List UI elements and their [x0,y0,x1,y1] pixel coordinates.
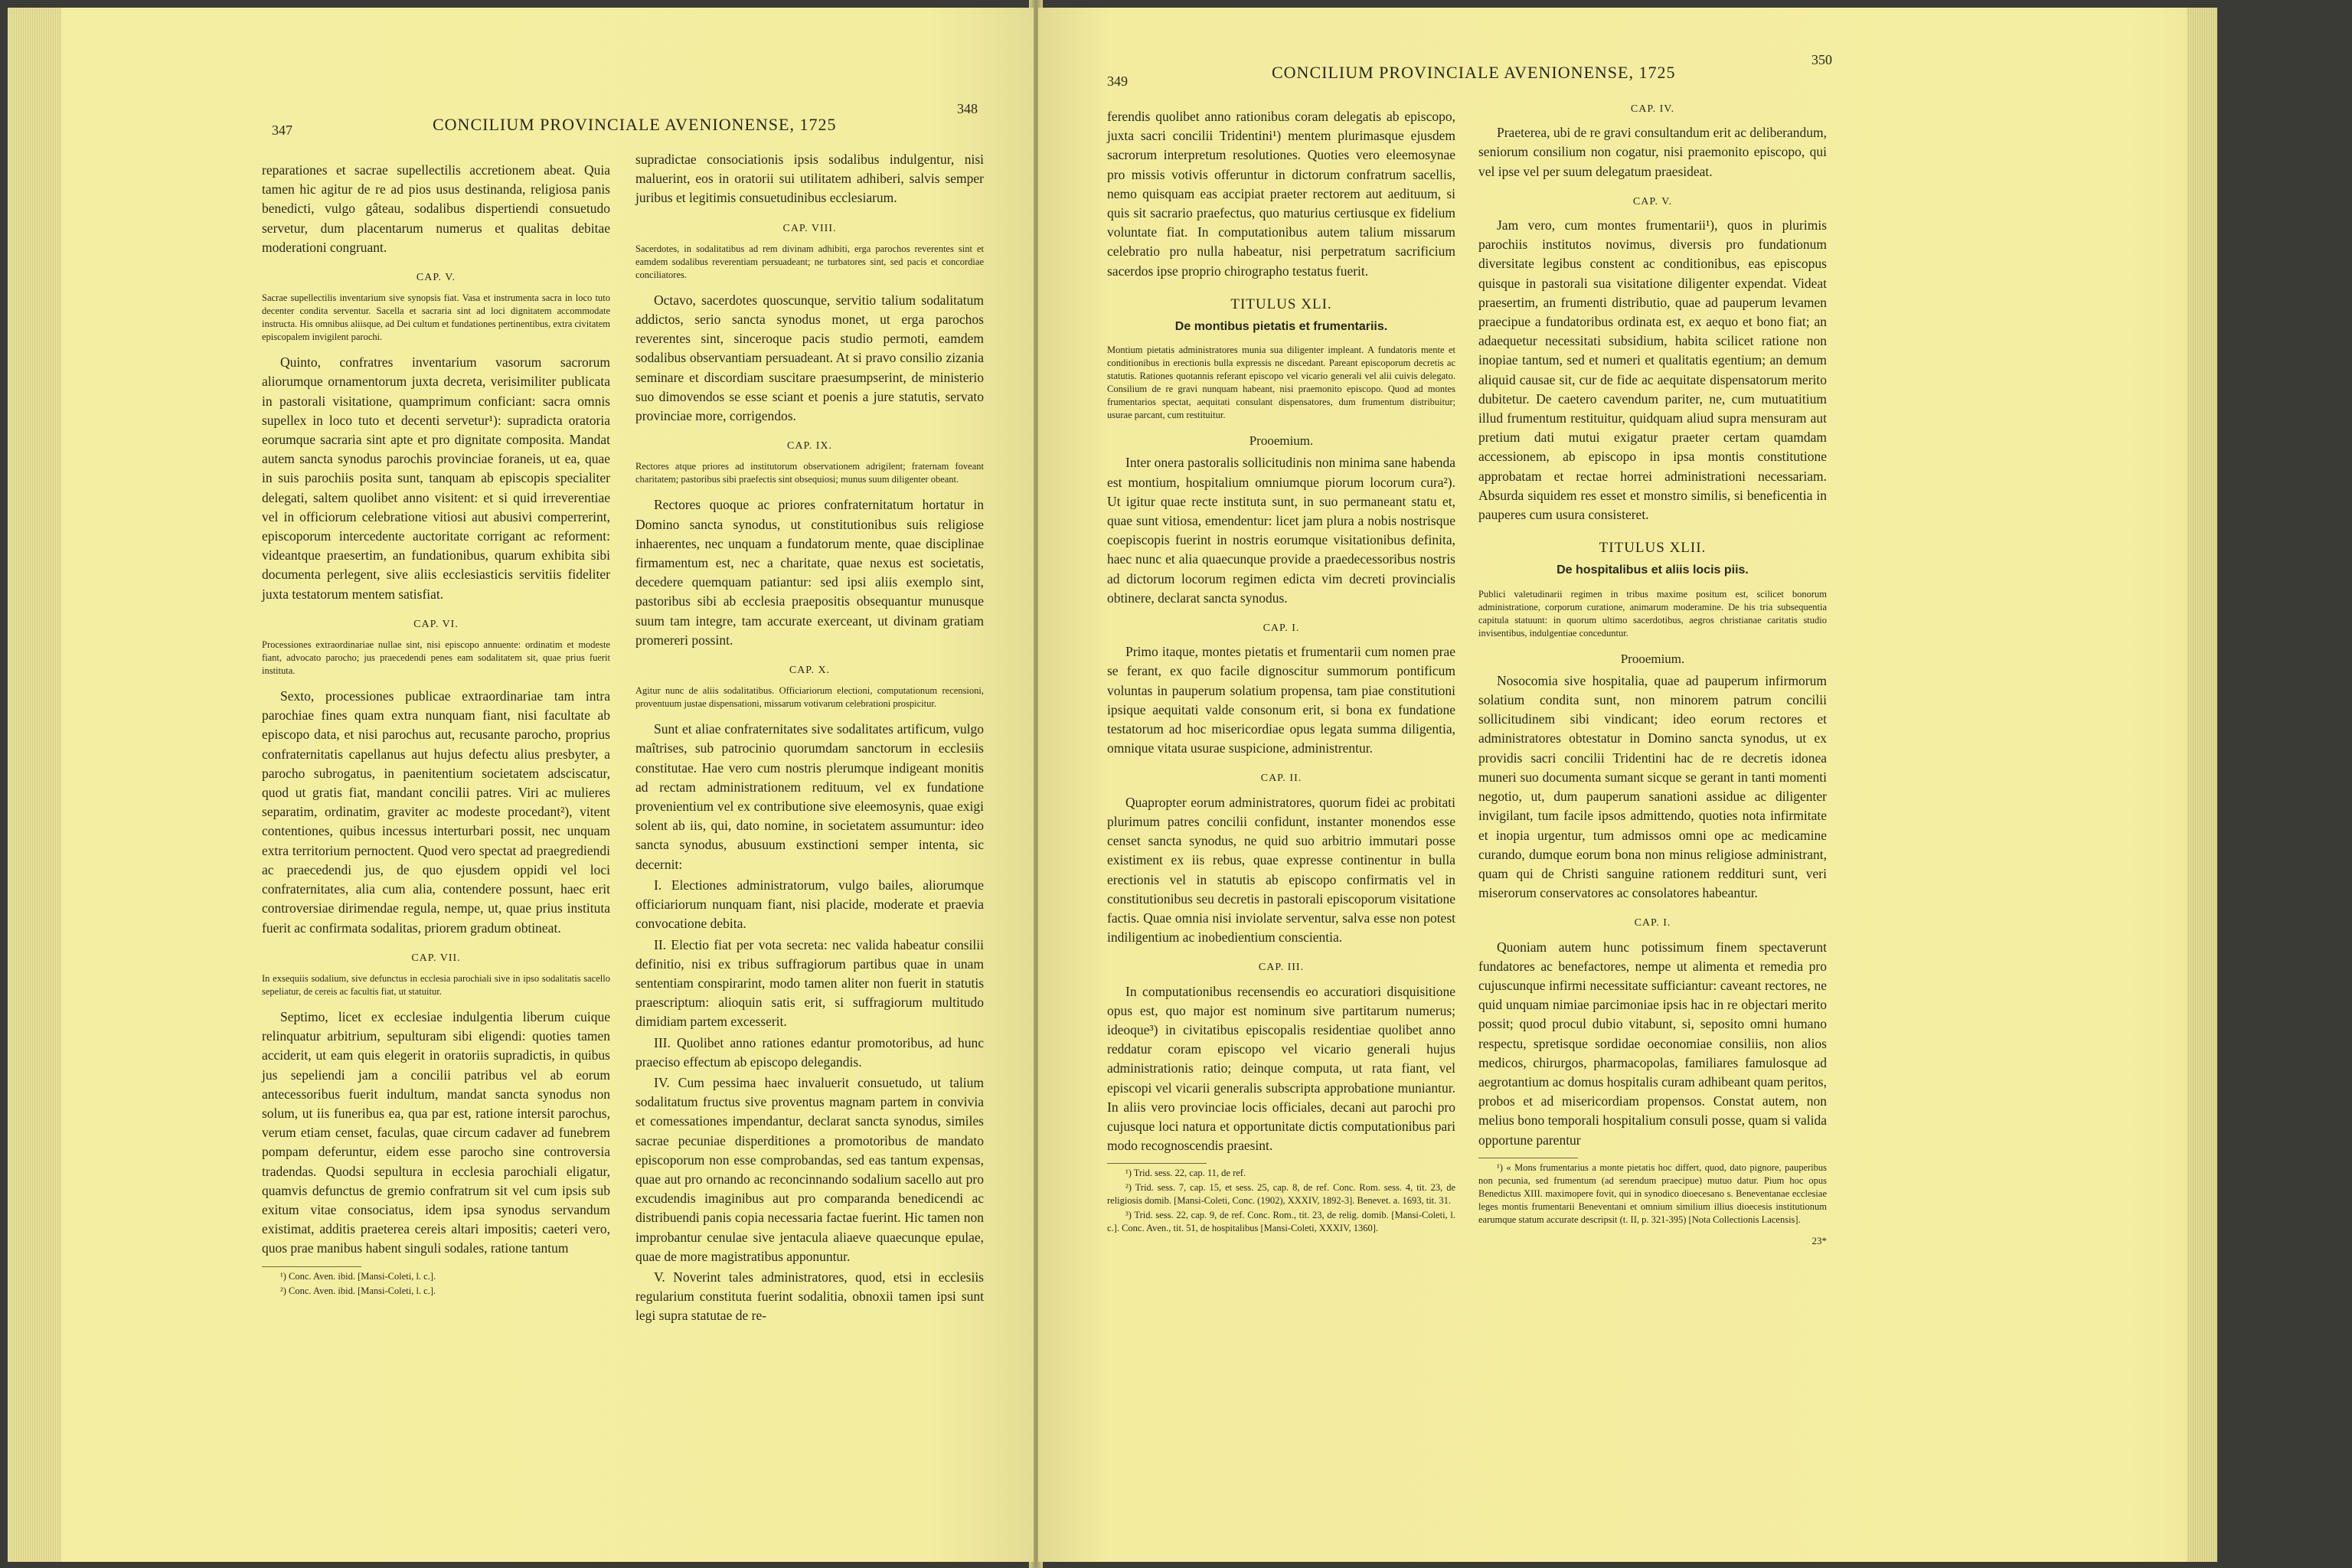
chapter-heading: CAP. VIII. [782,222,837,234]
footnote-rule [1107,1163,1207,1164]
paragraph: Praeterea, ubi de re gravi consultandum erit ac deliberandum, seniorum consilium non cogatur, nisi praemonito episcopo, qui vel ipse vel per suum delegatum praesideat. [1478,125,1827,179]
page-number-alt: 348 [957,101,978,116]
chapter-heading: CAP. I. [1634,917,1671,929]
paragraph: Inter onera pastoralis sollicitudinis non minima sane habenda est montium, hospitalium omniumque piorum locorum cura²). Ut igitur quae recte instituta sunt, in suo permaneant statu et, quae sunt vitiosa, emendentur: licet jam plura a nobis nostrisque coepiscopis fuerint in nostris eorumque visitationibus definita, haec nunc et alia quaecunque provide a praedecessoribus nostris ad dictorum locorum regimen edicta vim decreti provincialis obtinere, declarat sancta synodus. [1107,455,1455,606]
footnote: ¹) « Mons frumentarius a monte pietatis hoc differt, quod, dato pignore, pauperibus non pecunia, sed frumentum (ad serendum praecipue) mutuo datur. Pium hoc opus Benedictus XIII. maximopere fovit, qui in synodico dioecesano s. Beneventanae ecclesiae leges montis frumentarii Beneventani et omnium similium illius dioecesis institutionum earumque statum accurate descripsit (t. II, p. 321-395) [Nota Collectionis Lacensis]. [1478,1161,1827,1225]
chapter-heading: CAP. I. [1263,622,1300,635]
footnote-rule [262,1266,361,1267]
titulus-heading: TITULUS XLII. [1599,540,1707,557]
page-edges [2187,8,2217,1562]
chapter-summary: Processiones extraordinariae nullae sint, nisi episcopo annuente: ordinatim et modeste fiant, advocato parocho; jus praecedendi penes eam sodalitatem sit, quae prius fuerit instituta. [262,639,610,677]
footnote: ¹) Trid. sess. 22, cap. 11, de ref. [1125,1168,1246,1179]
paragraph: Nosocomia sive hospitalia, quae ad pauperum infirmorum solatium condita sunt, non minorem patrum concilii sollicitudinem sibi vindicant; ideo eorum rectores et administratores obtestatur in Domino sancta synodus, ut ex providis sacri concilii Tridentini hac de re decretis idonea muneri suo documenta sumant sicque se gerant in tanti momenti negotio, ut, dum pauperum sanationi assidue ac diligenter invigilant, tum facile ipsos admittendo, quoties nota infirmitate et inopia urgentur, tum admissos omni ope ac medicamine curando, dumque eorum bona non minus religiose administrant, quam qui de Christi sanguine rationem reddituri sunt, veri miserorum conservatores ac consolatores habeantur. [1478,672,1827,901]
paragraph: Rectores quoque ac priores confraternitatum hortatur in Domino sancta synodus, ut constitutionibus suis religiose inhaerentes, nec unquam a fundatorum mente, quae disciplinae firmamentum est, nec a charitate, quae nexus est societatis, decedere quemquam patiantur: sed ipsi aliis exemplo sint, pastoribus sibi ab ecclesia praepositis obsequantur munusque suum tam integre, tam accurate exerceant, ut divinam gratiam promereri possint. [635,497,984,648]
paragraph: I. Electiones administratorum, vulgo bailes, aliorumque officiariorum nunquam fiant, nisi placide, moderate et praevia convocatione debita. [635,877,984,932]
paragraph: Sexto, processiones publicae extraordinariae tam intra parochiae fines quam extra nunquam fiant, nisi facultate ab episcopo data, et nisi parochus aut, recusante parocho, proprius confraternitatis capellanus aut hujus defectu alius presbyter, a parocho subrogatus, in paenitentium societatem adsciscatur, quod ut gratis fiat, mandant concilii patres. Viri ac mulieres separatim, ordinatim, graviter ac modeste procedant²), vitent contentiones, quibus incessus interturbari possit, nec unquam extra territorium pernoctent. Quod vero spectat ad praegrediendi ac praecedendi jus, de quo ejusdem oppidi vel loci confraternitates, alia cum alia, contendere possunt, haec erit controversiae dirimendae regula, nempe, ut, quae prius instituta fuerit ac confirmata sodalitas, priorem gradum obtineat. [262,688,610,936]
chapter-heading: CAP. IV. [1630,103,1675,115]
paragraph: reparationes et sacrae supellectilis accretionem abeat. Quia tamen hic agitur de re ad pios usus destinanda, religiosa panis benedicti, vulgo gâteau, sodalibus dispertiendi consuetudo servetur, dum placentarum numerus et qualitas debitae moderationi congruant. [262,162,610,255]
chapter-summary: Rectores atque priores ad institutorum observationem adrigilent; fraternam foveant charitatem; pastoribus sibi praefectis sint obsequiosi; munus suum diligenter obeant. [635,461,984,485]
paragraph: Quinto, confratres inventarium vasorum sacrorum aliorumque ornamentorum juxta decreta, verisimiliter publicata in pastorali visitatione, quamprimum conficiant: sacra omnis supellex in loco tuto et decenti servetur¹): supradicta oratoria eorumque sacraria sint apte et pro dignitate composita. Mandat autem sancta synodus parochis provinciae foraneis, ut ea, quae in suis parochiis posita sunt, tanquam ab episcopis specialiter delegati, saltem quolibet anno visitent: et si quid irreverentiae vel in officiorum celebratione vitiosi aut abusivi comperrerint, episcoporum intercedente auctoritate corrigant ac reforment: videantque praesertim, an fundationibus, quarum exhibita sibi documenta perlegent, sive aliis ecclesiasticis servitiis fideliter juxta testatorum mentem satisfiat. [262,354,610,602]
paragraph: Octavo, sacerdotes quoscunque, servitio talium sodalitatum addictos, serio sancta synodus monet, ut erga parochos reverentes sint, sinceroque pacis studio permoti, eamdem sodalibus observantiam persuadeant. At si pravo consilio zizania seminare et discordiam suscitare praesumpserint, de ministerio suo dimovendos se esse sciant et poenis a jure statutis, servato provinciae more, corrigendos. [635,292,984,424]
chapter-heading: CAP. V. [416,272,456,284]
titulus-subtitle: De montibus pietatis et frumentariis. [1174,320,1388,334]
chapter-summary: Sacrae supellectilis inventarium sive synopsis fiat. Vasa et instrumenta sacra in loco tuto decenter condita serventur. Sacella et sacraria sint ad loci dignitatem accommodate instructa. His omnibus aliisque, ad Dei cultum et fundationes pertinentibus, extra civitatem episcopalem invigilent parochi. [262,292,610,343]
prooemium-heading: Prooemium. [1620,651,1685,666]
paragraph: Jam vero, cum montes frumentarii¹), quos in plurimis parochiis institutos novimus, diversis pro fundationum diversitate legibus constent ac conditionibus, eas episcopus quisque in pastorali sua visitatione diligenter expendat. Videat praesertim, an frumenti distributio, quae ad pauperum levamen praecipue a fundatoribus ordinata est, ex aequo et bono fiat; an adaequetur necessitati subsidium, habita scilicet ratione non inopiae tantum, sed et numeri et qualitatis egentium; an demum aliquid causae sit, cur de fide ac aequitate dispensatorum merito dubitetur. De caetero cavendum pariter, ne, cum mutuatitium illud frumentum restituitur, quidquam aliud supra mensuram aut pretium dati mutui exigatur praeter certam quamdam accessionem, ab episcopo in ipsa montis constitutione approbatam et rectae horrei administrationi necessariam. Absurda siquidem res esset et monstro similis, si beneficentia in pauperes cum usura consisteret. [1478,217,1827,523]
footnote: ³) Trid. sess. 22, cap. 9, de ref. Conc. Rom., tit. 23, de relig. domib. [Mansi-Coleti, l. c.]. Conc. Aven., tit. 51, de hospitalibus [Mansi-Coleti, XXXIV, 1360]. [1107,1210,1455,1234]
chapter-summary: Sacerdotes, in sodalitatibus ad rem divinam adhibiti, erga parochos reverentes sint et eamdem sodalibus reverentiam persuadeant; ne turbatores sint, sed pacis et concordiae conciliatores. [635,243,984,280]
prooemium-heading: Prooemium. [1249,433,1314,449]
left-column-1 [262,161,610,1299]
paragraph: V. Noverint tales administratores, quod, etsi in ecclesiis regularium constituta fuerint sodalitia, obnoxii tamen ipsi sunt legi supra statutae de re- [635,1269,984,1324]
paragraph: III. Quolibet anno rationes edantur promotoribus, ad hunc praeciso effectum ab episcopo delegandis. [635,1034,984,1070]
paragraph: Sunt et aliae confraternitates sive sodalitates artificum, vulgo maîtrises, sub patrocinio quorumdam sanctorum in ecclesiis constitutae. Hae vero cum nostris plerumque indigeant monitis ad rectam administrationem redituum, vel ex fundatione provenientium vel ex contributione sive eleemosynis, quae exigi solent ab iis, qui, dato nomine, in societatem assumuntur: ideo sancta synodus, abusuum exstinctioni semper intenta, sic decernit: [635,721,984,872]
titulus-summary: Publici valetudinarii regimen in tribus maxime positum est, scilicet bonorum administratione, corporum curatione, animarum moderamine. De his tria subsequentia capitula statuunt: in quorum ultimo sacerdotibus, aegros christianae caritatis studio invisentibus, indulgentiae conceduntur. [1478,588,1827,639]
footnote: ²) Conc. Aven. ibid. [Mansi-Coleti, l. c.]. [280,1285,436,1296]
chapter-summary: Agitur nunc de aliis sodalitatibus. Officiariorum electioni, computationum recensioni, proventuum justae dispensationi, missarum votivarum celebrationi prospicitur. [635,685,984,710]
paragraph: IV. Cum pessima haec invaluerit consuetudo, ut talium sodalitatum fructus sive proventus magnam partem in convivia et comessationes impendantur, declarat sancta synodus, similes sacrae pecuniae disperditiones a promotoribus de mandato episcoporum non esse comprobandas, sed eas tantum expensas, quae aut pro ornando ac reconcinnando sodalium sacello aut pro excudendis imaginibus aut pro comparanda benedicendi ac distribuendi panis copia necessaria factae fuerint. Hic tamen non improbantur cenulae sive jentacula aliaeve quaecunque epulae, quae de more magistratibus apponuntur. [635,1074,984,1264]
running-header: CONCILIUM PROVINCIALE AVENIONENSE, 1725 [1272,63,1676,82]
page-number-alt: 350 [1811,52,1832,67]
left-column-2 [635,150,984,1328]
paragraph: In computationibus recensendis eo accuratiori disquisitione opus est, quo major est nominum sive partitarum numerus; ideoque³) in civitatibus episcopalis residentiae quolibet anno reddatur coram episcopo vel vicario generali hujus administrationis ratio; deinque computa, ut rata fiant, vel episcopi vel vicarii generalis subscripta approbatione muniantur. In aliis vero provinciae locis officiales, decani aut parochi pro cujusque loci natura et opportunitate dictis computationibus pari modo recognoscendis praesint. [1107,983,1455,1154]
chapter-heading: CAP. IX. [787,440,832,452]
chapter-heading: CAP. V. [1632,195,1673,207]
footnote: ²) Trid. sess. 7, cap. 15, et sess. 25, cap. 8, de ref. Conc. Rom. sess. 4, tit. 23, de religiosis domib. [Mansi-Coleti, Conc. (1902), XXXIV, 1892-3]. Benevet. a. 1693, tit. 31. [1107,1182,1455,1207]
left-page [8,8,1034,1562]
chapter-heading: CAP. III. [1258,962,1305,974]
signature-mark: 23* [1811,1234,1827,1246]
titulus-subtitle: De hospitalibus et aliis locis piis. [1557,564,1749,577]
page-number: 349 [1107,74,1128,89]
titulus-heading: TITULUS XLI. [1230,296,1332,312]
right-page [1038,8,2217,1562]
paragraph: Primo itaque, montes pietatis et frumentarii cum nomen prae se ferant, ex quo facile dignoscitur summorum pontificum voluntas in pauperum solatium propensa, tam piae constitutioni ipsique aequitati valde consonum erit, si bona ex fundatione testatorum ad hoc misericordiae opus legata summa diligentia, omnique vitata usurae suspicione, administrentur. [1107,644,1455,756]
page-edges [8,8,61,1562]
paragraph: Quoniam autem hunc potissimum finem spectaverunt fundatores ac benefactores, nempe ut alimenta et remedia pro cujuscunque infirmi necessitate sufficiantur: caveant rectores, ne quid unquam nimiae parcimoniae ipsis hac in re objectari merito possit; quod procul dubio vitabunt, si, seposito omni humano respectu, spretisque sordidae oeconomiae consiliis, non alios medicos, chirurgos, pharmacopolas, familiares famulosque ad aegrotantium ac domus hospitalis curam adhibeant quam peritos, probos et ad misericordiam propensos. Constat autem, non melius bono temporali hospitalium consuli posse, quam si valida opportune parentur [1478,939,1827,1148]
paragraph: Quapropter eorum administratores, quorum fidei ac probitati plurimum patres concilii confidunt, instanter monendos esse censet sancta synodus, ne quid suo arbitrio immutari posse existiment ex iis rebus, quae expresse continentur in bulla erectionis vel in statutis ab episcopo confirmatis vel in constitutionibus seu decretis in pastorali episcoporum visitatione factis. Quae omnia nisi inviolate serventur, salva esse non potest indiligentium ac inobedientium conscientia. [1107,794,1455,946]
paragraph: Septimo, licet ex ecclesiae indulgentia liberum cuique relinquatur arbitrium, sepulturam sibi eligendi: quoties tamen acciderit, ut eam quis elegerit in oratoriis supradictis, in quibus jus sepeliendi jam a concilii patribus vel ab eorum antecessoribus fuerit indultum, mandat sancta synodus non solum, ut iis funeribus ea, qua par est, ratione intersit parochus, verum etiam censet, faculas, quae circum cadaver ad funebrem pompam deferuntur, eidem esse parocho sine controversia tradendas. Quodsi sepultura in ecclesia parochiali eligatur, quamvis defunctus de gremio confratrum sit vel cum ipsis sub exitum vitae consociatus, idem ipsa synodus servandum existimat, additis praeterea cereis altari impositis; caeteri vero, quos prae manibus habent singuli sodales, ratione tantum [262,1008,610,1256]
chapter-heading: CAP. X. [789,665,831,677]
chapter-heading: CAP. VI. [413,618,459,630]
paragraph: supradictae consociationis ipsis sodalibus indulgentur, nisi maluerint, eos in oratorii sui utilitatem adhiberi, salvis semper juribus et legitimis consuetudinibus ecclesiarum. [635,152,984,206]
paragraph: II. Electio fiat per vota secreta: nec valida habeatur consilii definitio, nisi ex tribus suffragiorum partibus quae in unam sententiam conspirarint, modo tamen aliter non fuerit in statutis praescriptum: alioquin satis erit, si suffragiorum multitudo dimidiam partem excesserit. [635,936,984,1030]
right-column-2 [1478,100,1827,1250]
chapter-heading: CAP. II. [1260,773,1302,785]
footnote: ¹) Conc. Aven. ibid. [Mansi-Coleti, l. c.]. [280,1270,436,1282]
chapter-heading: CAP. VII. [411,952,461,964]
titulus-summary: Montium pietatis administratores munia sua diligenter impleant. A fundatoris mente et conditionibus in erectionis bulla expressis ne discedant. Pareant episcoporum decretis ac statutis. Rationes quotannis referant episcopo vel vicario generali vel alii cuivis delegato. Consilium de re gravi nunquam habeant, nisi praemonito episcopo. Quod ad montes frumentarios spectat, aequitati consulant dispensatores, dum frumentum distribuitur; usurae parcant, cum restituitur. [1107,345,1455,421]
running-header: CONCILIUM PROVINCIALE AVENIONENSE, 1725 [433,115,837,134]
paragraph: ferendis quolibet anno rationibus coram delegatis ab episcopo, juxta sacri concilii Tridentini¹) mentem plurimasque ejusdem sacrorum interpretum resolutiones. Quoties vero eleemosynae pro missis votivis offeruntur in dictorum confratrum sacellis, nemo quisquam eas accipiat praeter rectorem aut aedituum, si quis sit sacrario praefectus, quo maturius certiusque ex fidelium voluntate fiat. In computationibus autem talium missarum celebratio pro nulla habeatur, nisi perpetratum sacrificium sacerdos ipse proprio chirographo testatus fuerit. [1107,109,1455,279]
right-column-1 [1107,107,1455,1236]
page-number: 347 [272,122,292,138]
chapter-summary: In exsequiis sodalium, sive defunctus in ecclesia parochiali sive in ipso sodalitatis sacello sepeliatur, de cereis ac facultis fiat, ut statuitur. [262,972,610,997]
